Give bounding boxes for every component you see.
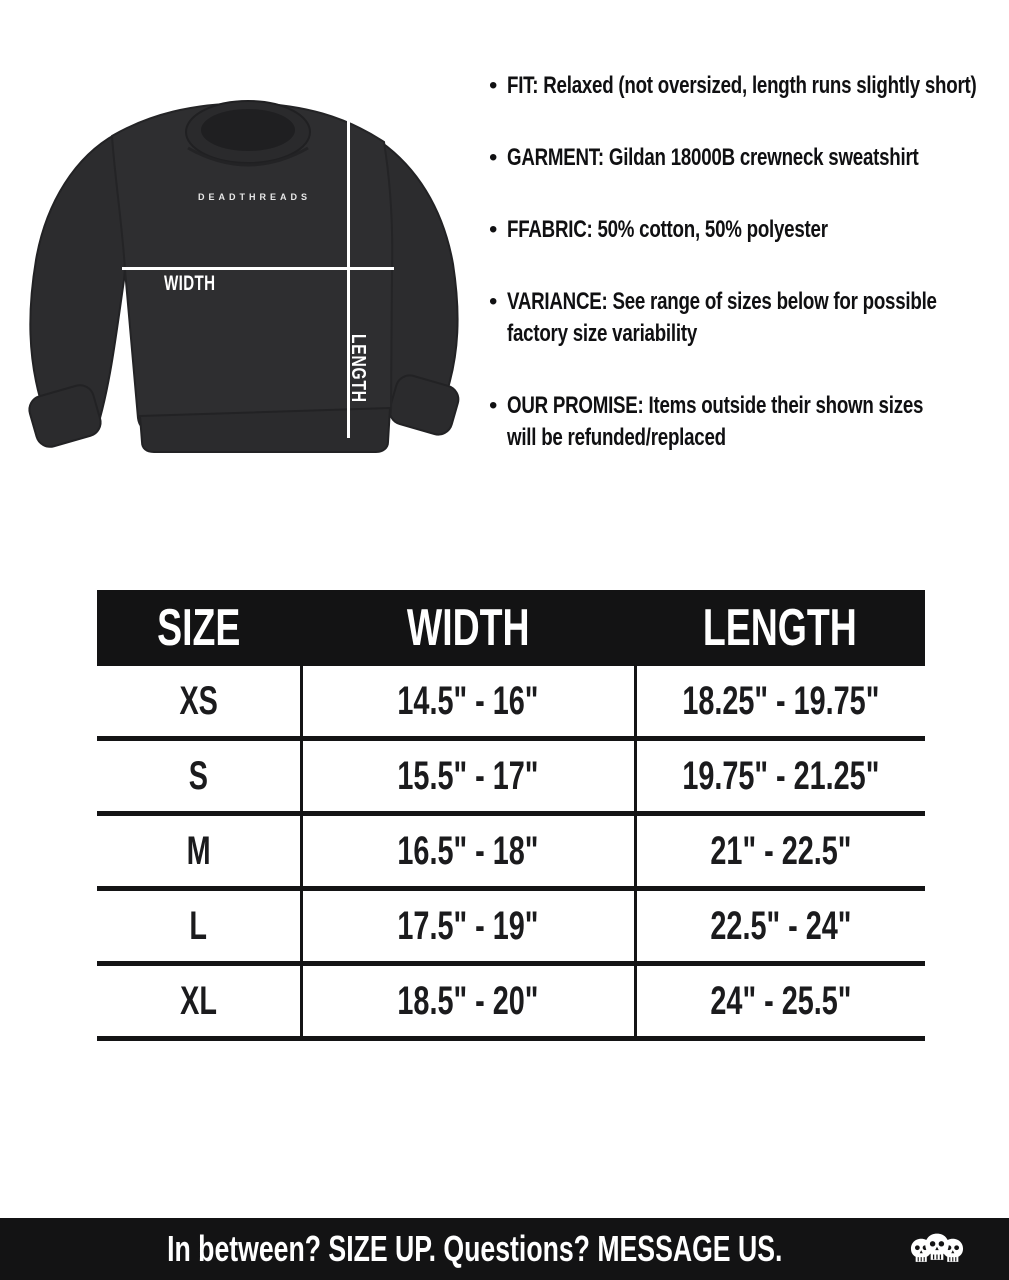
bullet-icon: • <box>489 216 498 243</box>
width-cell: 16.5" - 18" <box>301 814 635 889</box>
list-item <box>489 286 1009 350</box>
width-label: WIDTH <box>164 272 216 295</box>
length-cell: 24" - 25.5" <box>635 964 925 1039</box>
footer-message: In between? SIZE UP. Questions? MESSAGE US. <box>166 1228 783 1269</box>
bullet-variance-line1: VARIANCE: See range of sizes below for possible <box>507 288 938 315</box>
size-cell: XL <box>97 964 301 1039</box>
table-row <box>97 964 925 1039</box>
brand-print: DEADTHREADS <box>197 192 311 202</box>
width-cell: 18.5" - 20" <box>301 964 635 1039</box>
width-cell: 15.5" - 17" <box>301 739 635 814</box>
bullet-promise-line1: OUR PROMISE: Items outside their shown sizes <box>507 392 924 419</box>
table-row <box>97 814 925 889</box>
length-cell: 22.5" - 24" <box>635 889 925 964</box>
table-row <box>97 666 925 739</box>
col-header-size: SIZE <box>97 590 301 666</box>
width-cell: 17.5" - 19" <box>301 889 635 964</box>
table-row <box>97 739 925 814</box>
bullet-fabric: FFABRIC: 50% cotton, 50% polyester <box>507 216 829 243</box>
size-cell: S <box>97 739 301 814</box>
length-cell: 19.75" - 21.25" <box>635 739 925 814</box>
bullet-promise-line2: will be refunded/replaced <box>507 424 727 451</box>
size-cell: L <box>97 889 301 964</box>
product-details-list <box>489 70 1009 494</box>
bullet-icon: • <box>489 392 498 419</box>
footer-bar <box>0 1218 1009 1280</box>
list-item <box>489 390 1009 454</box>
list-item <box>489 70 1009 102</box>
list-item <box>489 214 1009 246</box>
three-skulls-logo-icon <box>907 1223 967 1275</box>
length-cell: 21" - 22.5" <box>635 814 925 889</box>
length-label: LENGTH <box>347 334 369 403</box>
bullet-icon: • <box>489 72 498 99</box>
bullet-icon: • <box>489 144 498 171</box>
length-cell: 18.25" - 19.75" <box>635 666 925 739</box>
col-header-length: LENGTH <box>635 590 925 666</box>
table-header-row <box>97 590 925 666</box>
bullet-garment: GARMENT: Gildan 18000B crewneck sweatshirt <box>507 144 919 171</box>
size-table <box>97 590 925 1041</box>
sweatshirt-graphic <box>12 90 474 465</box>
col-header-width: WIDTH <box>301 590 635 666</box>
size-cell: XS <box>97 666 301 739</box>
width-measure-line <box>122 267 394 270</box>
product-figure <box>12 90 474 465</box>
width-cell: 14.5" - 16" <box>301 666 635 739</box>
size-cell: M <box>97 814 301 889</box>
bullet-variance-line2: factory size variability <box>507 320 698 347</box>
table-row <box>97 889 925 964</box>
bullet-icon: • <box>489 288 498 315</box>
bullet-fit: FIT: Relaxed (not oversized, length runs slightly short) <box>507 72 977 99</box>
list-item <box>489 142 1009 174</box>
